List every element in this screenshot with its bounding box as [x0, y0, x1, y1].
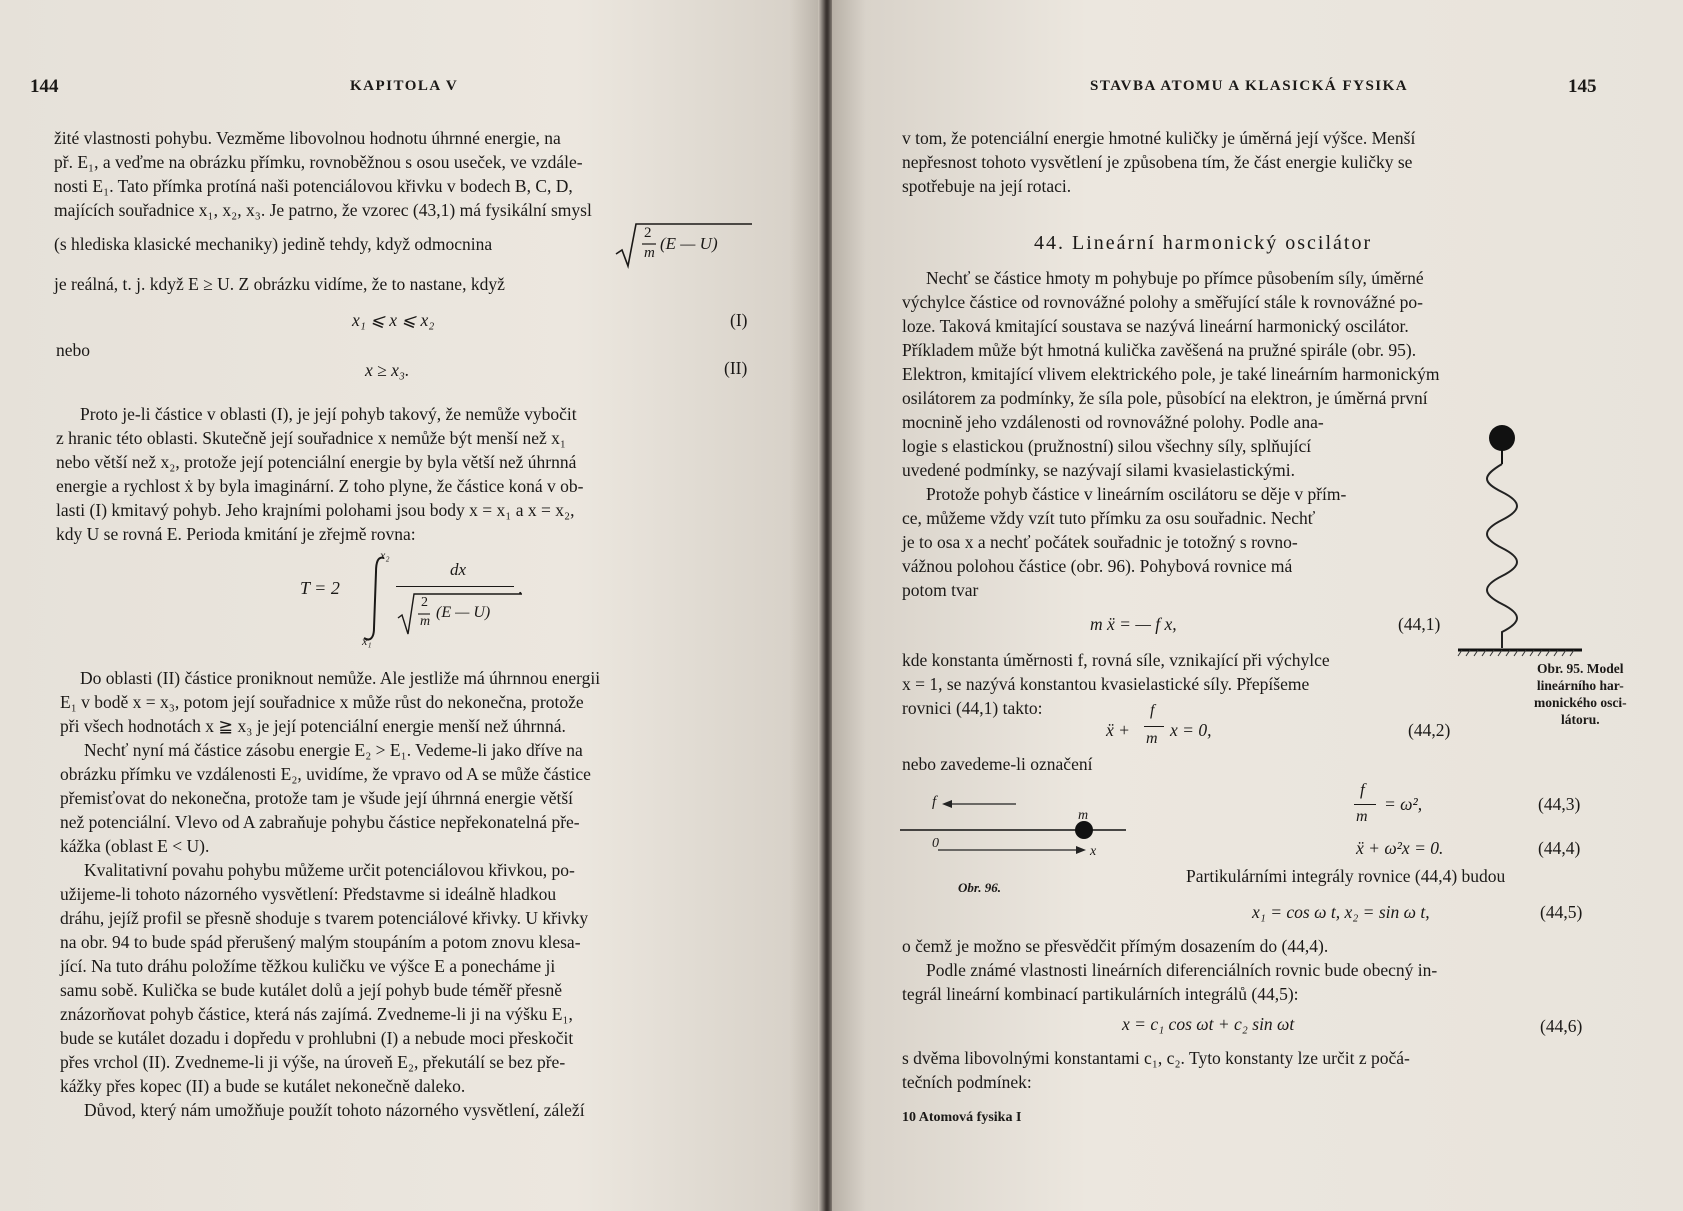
figure-95-caption [1534, 660, 1627, 728]
running-head-left: KAPITOLA V [350, 78, 459, 94]
eq-44-3-fden: m [1356, 808, 1368, 825]
text-line: potom tvar [902, 580, 979, 600]
text-line: majících souřadnice x₁, x₂, x₃. Je patrno, že vzorec (43,1) má fysikální smysl [54, 200, 592, 220]
equation-44-6: x = c₁ cos ωt + c₂ sin ωt [1122, 1014, 1295, 1034]
text-line: vážnou polohou částice (obr. 96). Pohybová rovnice má [902, 556, 1293, 576]
text-line: ce, můžeme vždy vzít tuto přímku za osu souřadnic. Nechť [902, 508, 1316, 528]
text-line: E₁ v bodě x = x₃, potom její souřadnice x může růst do nekonečna, protože [60, 692, 584, 712]
text-line: uvedené podmínky, se nazývají silami kvasielastickými. [902, 460, 1296, 480]
page-number-right: 145 [1568, 76, 1597, 97]
text-line: o čemž je možno se přesvědčit přímým dosazením do (44,4). [902, 936, 1329, 956]
text-line: lasti (I) kmitavý pohyb. Jeho krajními polohami jsou body x = x₁ a x = x₂, [56, 500, 575, 520]
integral-sign [358, 548, 398, 648]
condition-1-label: (I) [730, 310, 748, 330]
section-heading: 44. Lineární harmonický oscilátor [1034, 232, 1373, 254]
period-lhs: T = 2 [300, 578, 340, 598]
integral-upper-limit: x₂ [380, 548, 390, 562]
text-line: (s hlediska klasické mechaniky) jedině tehdy, když odmocnina [54, 234, 493, 254]
den-frac-num: 2 [421, 595, 428, 610]
eq-44-2-fnum: f [1150, 702, 1155, 719]
text-line: znázorňovat pohyb částice, která nás zajímá. Zvedneme-li ji na výšku E₁, [60, 1004, 573, 1024]
right-page [832, 0, 1683, 1211]
text-line: než potenciální. Vlevo od A zabraňuje pohybu částice nepřekonatelná pře- [60, 812, 580, 832]
caption-line: Obr. 95. Model [1537, 661, 1624, 676]
eq-44-2-left: ẍ + [1106, 720, 1130, 740]
axis-arrowhead [1076, 846, 1086, 854]
partic-line: Partikulárními integrály rovnice (44,4) budou [1186, 866, 1506, 886]
condition-2-label: (II) [724, 358, 748, 378]
text-line: s dvěma libovolnými konstantami c₁, c₂. Tyto konstanty lze určit z počá- [902, 1048, 1410, 1068]
equation-44-6-label: (44,6) [1540, 1016, 1583, 1036]
caption-line: monického osci- [1534, 695, 1627, 710]
sqrt-numerator: 2 [644, 225, 652, 241]
fraction-bar [396, 586, 514, 587]
text-line: x = 1, se nazývá konstantou kvasielastické síly. Přepíšeme [902, 674, 1310, 694]
sqrt-body: (E — U) [660, 234, 718, 253]
text-line: tegrál lineární kombinací partikulárních integrálů (44,5): [902, 984, 1299, 1004]
den-rest: (E — U) [436, 604, 491, 621]
text-line: Do oblasti (II) částice proniknout nemůže. Ale jestliže má úhrnnou energii [80, 668, 601, 688]
page-number-left: 144 [30, 76, 59, 97]
fraction-bar [1354, 804, 1376, 805]
equation-44-2-label: (44,2) [1408, 720, 1451, 740]
text-line: tečních podmínek: [902, 1072, 1032, 1092]
figure-96 [898, 784, 1138, 904]
sqrt-denominator: m [644, 245, 655, 261]
period-equation [300, 548, 560, 648]
nebo-word: nebo [56, 340, 91, 360]
text-line: výchylce částice od rovnovážné polohy a směřující stále k rovnovážné po- [902, 292, 1423, 312]
equation-44-5-label: (44,5) [1540, 902, 1583, 922]
text-line: kážka (oblast E < U). [60, 836, 210, 856]
spring-oscillator-drawing [1452, 420, 1632, 660]
text-line: je to osa x a nechť počátek souřadnic je totožný s rovno- [902, 532, 1298, 552]
period-tail: . [518, 578, 523, 598]
origin-label: 0 [932, 836, 939, 851]
equation-44-1: m ẍ = — f x, [1090, 614, 1177, 634]
spring-coil [1487, 464, 1517, 648]
eq-44-2-right: x = 0, [1170, 720, 1212, 740]
integral-lower-limit: x₁ [362, 634, 372, 648]
sqrt-expression [614, 220, 754, 270]
text-line: Důvod, který nám umožňuje použít tohoto názorného vysvětlení, záleží [84, 1100, 585, 1120]
text-line: samu sobě. Kulička se bude kutálet dolů a její pohyb bude téměř přesně [60, 980, 563, 1000]
eq-44-2-fden: m [1146, 730, 1158, 747]
caption-line: lineárního har- [1536, 678, 1624, 693]
text-line: přemisťovat do nekonečna, protože tam je všude její úhrnná energie větší [60, 788, 574, 808]
text-line: kde konstanta úměrnosti f, rovná síle, vznikající při výchylce [902, 650, 1330, 670]
equation-44-3-label: (44,3) [1538, 794, 1581, 814]
text-line: Elektron, kmitající vlivem elektrického pole, je také lineárním harmonickým [902, 364, 1440, 384]
text-line: z hranic této oblasti. Skutečně její souřadnice x nemůže být menší než x₁ [56, 428, 567, 448]
text-line: logie s elastickou (pružnostní) silou všechny síly, splňující [902, 436, 1312, 456]
nebo-line: nebo zavedeme-li označení [902, 754, 1093, 774]
text-line: Nechť nyní má částice zásobu energie E₂ > E₁. Vedeme-li jako dříve na [84, 740, 583, 760]
text-line: Protože pohyb částice v lineárním oscilátoru se děje v přím- [926, 484, 1347, 504]
den-frac-den: m [420, 614, 431, 629]
left-page [0, 0, 822, 1211]
figure-95 [1452, 420, 1632, 750]
text-line: osilátorem za podmínky, že síla pole, působící na elektron, je úměrná první [902, 388, 1428, 408]
eq-44-3-right: = ω², [1384, 794, 1423, 814]
equation-44-4: ẍ + ω²x = 0. [1356, 838, 1444, 858]
text-line: bude se kutálet dozadu i dopředu v prohlubni (I) a nebude moci přeskočit [60, 1028, 574, 1048]
equation-44-1-label: (44,1) [1398, 614, 1441, 634]
text-line: Proto je-li částice v oblasti (I), je její pohyb takový, že nemůže vybočit [80, 404, 577, 424]
axis-label: x [1090, 844, 1097, 859]
mass-label: m [1078, 808, 1089, 823]
text-line: mocnině jeho vzdálenosti od rovnovážné polohy. Podle ana- [902, 412, 1324, 432]
text-line: rovnici (44,1) takto: [902, 698, 1043, 718]
text-line: Nechť se částice hmoty m pohybuje po přímce působením síly, úměrné [926, 268, 1424, 288]
text-line: Kvalitativní povahu pohybu můžeme určit potenciálovou křivkou, po- [84, 860, 575, 880]
text-line: dráhu, jejíž profil se přesně shoduje s tvarem potenciálové křivky. U křivky [60, 908, 589, 928]
text-line: Příkladem může být hmotná kulička zavěšená na pružné spirále (obr. 95). [902, 340, 1417, 360]
text-line: obrázku přímku ve vzdálenosti E₂, uvidíme, že vpravo od A se může částice [60, 764, 591, 784]
equation-44-2 [1106, 698, 1306, 758]
text-line: přes vrchol (II). Zvedneme-li ji výše, na úroveň E₂, překutálí se bez pře- [60, 1052, 566, 1072]
running-head-right: STAVBA ATOMU A KLASICKÁ FYSIKA [1090, 78, 1409, 94]
text-line: je reálná, t. j. když E ≥ U. Z obrázku vidíme, že to nastane, když [54, 274, 505, 294]
force-label: f [932, 794, 937, 810]
equation-44-3 [1354, 780, 1474, 836]
text-line: nebo větší než x₂, protože její potenciální energie by byla větší než úhrnná [56, 452, 577, 472]
caption-line: látoru. [1561, 712, 1600, 727]
text-line: v tom, že potenciální energie hmotné kuličky je úměrná její výšce. Menší [902, 128, 1416, 148]
figure-96-caption: Obr. 96. [958, 880, 1001, 895]
condition-2: x ≥ x₃. [365, 360, 410, 380]
equation-44-4-label: (44,4) [1538, 838, 1581, 858]
force-arrowhead [942, 800, 952, 808]
text-line: kdy U se rovná E. Perioda kmitání je zřejmě rovna: [56, 524, 416, 544]
text-line: spotřebuje na její rotaci. [902, 176, 1072, 196]
text-line: užijeme-li tohoto názorného vysvětlení: Představme si ideálně hladkou [60, 884, 557, 904]
text-line: nosti E₁. Tato přímka protíná naši potenciálovou křivku v bodech B, C, D, [54, 176, 573, 196]
text-line: jící. Na tuto dráhu položíme těžkou kuličku ve výšce E a ponecháme ji [60, 956, 556, 976]
text-line: Podle známé vlastnosti lineárních diferenciálních rovnic bude obecný in- [926, 960, 1438, 980]
text-line: loze. Taková kmitající soustava se nazývá lineární harmonický oscilátor. [902, 316, 1409, 336]
text-line: př. E₁, a veďme na obrázku přímku, rovnoběžnou s osou useček, ve vzdále- [54, 152, 583, 172]
integrand-numerator: dx [450, 560, 467, 579]
fraction-bar [1144, 726, 1164, 727]
text-line: při všech hodnotách x ≧ x₃ je její potenciální energie menší než úhrnná. [60, 716, 566, 736]
eq-44-3-fnum: f [1360, 780, 1365, 799]
text-line: energie a rychlost ẋ by byla imaginární. Z toho plyne, že částice koná v ob- [56, 476, 584, 496]
condition-1: x₁ ⩽ x ⩽ x₂ [352, 310, 435, 330]
equation-44-5: x₁ = cos ω t, x₂ = sin ω t, [1252, 902, 1430, 922]
ball-icon [1489, 425, 1515, 451]
text-line: na obr. 94 to bude spád přerušený malým stoupáním a potom znovu klesa- [60, 932, 581, 952]
page-footer: 10 Atomová fysika I [902, 1110, 1022, 1125]
text-line: žité vlastnosti pohybu. Vezměme libovolnou hodnotu úhrnné energie, na [54, 128, 561, 148]
text-line: nepřesnost tohoto vysvětlení je způsobena tím, že část energie kuličky se [902, 152, 1413, 172]
text-line: kážky přes kopec (II) a bude se kutálet nekonečně daleko. [60, 1076, 466, 1096]
